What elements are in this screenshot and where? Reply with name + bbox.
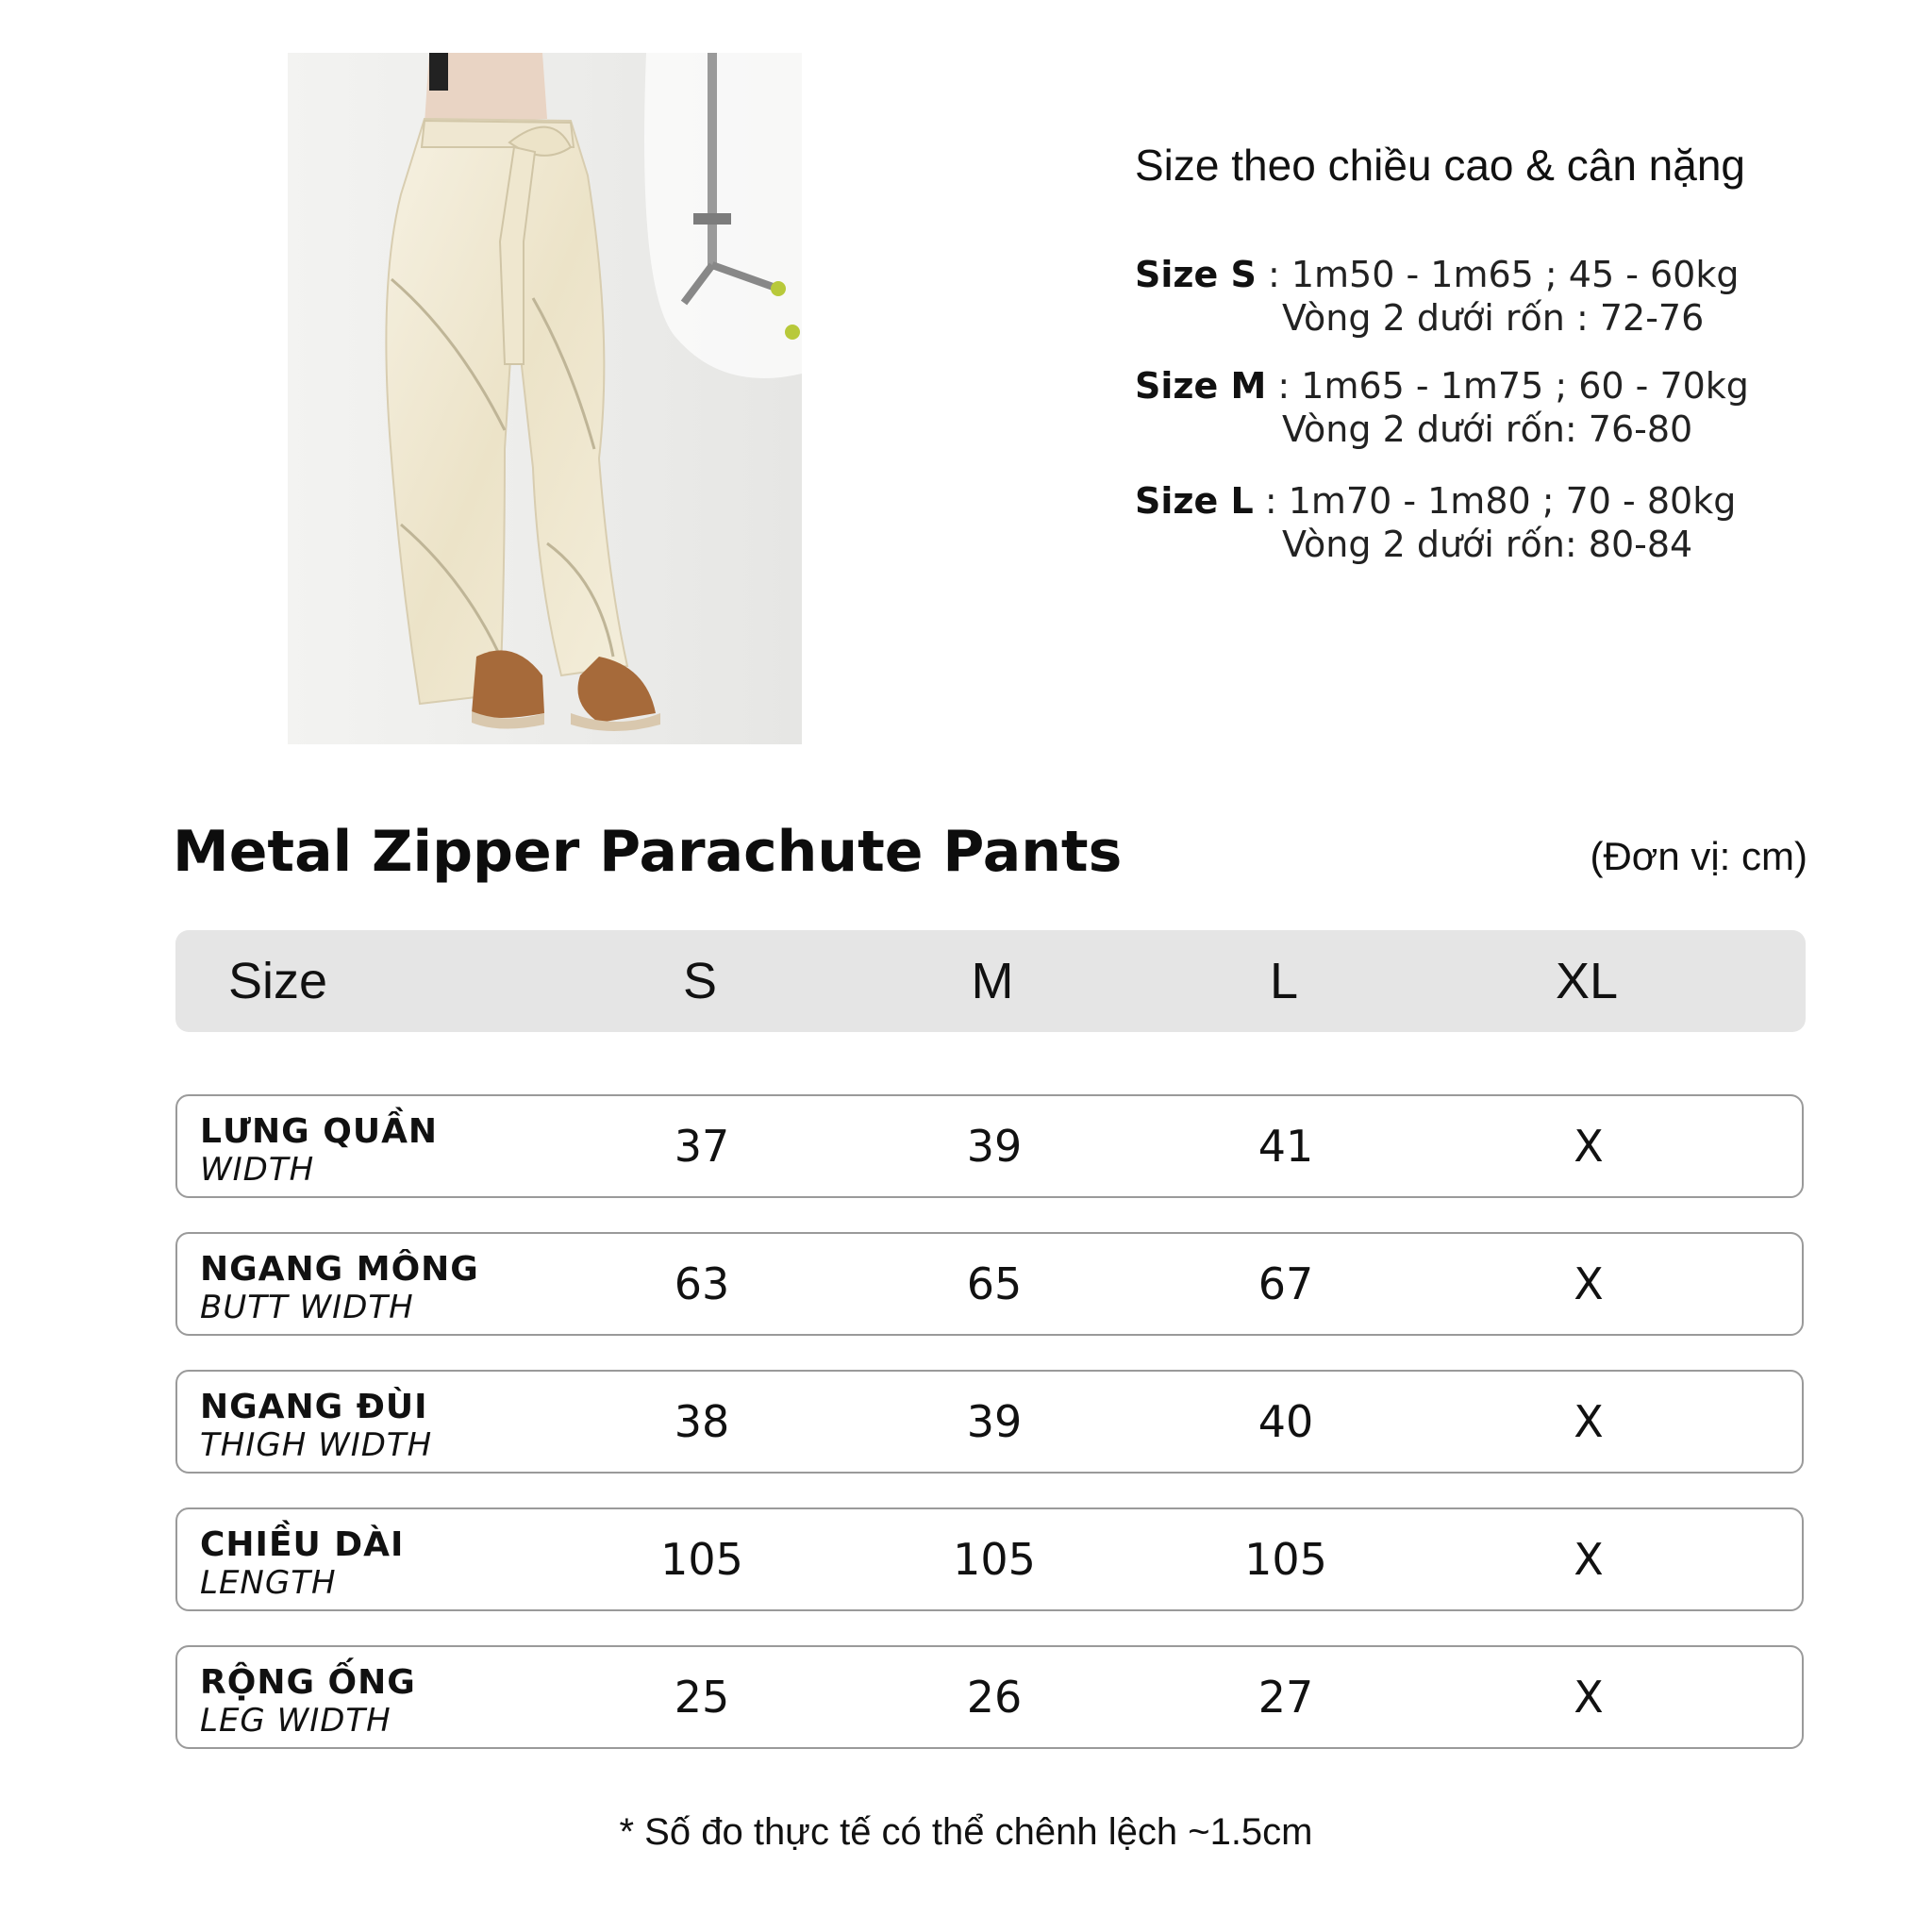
fit-guide-title: Size theo chiều cao & cân nặng (1135, 141, 1746, 190)
cell-s: 25 (674, 1672, 730, 1723)
cell-xl: X (1574, 1258, 1604, 1309)
cell-l: 40 (1257, 1396, 1314, 1447)
cell-l: 27 (1257, 1672, 1314, 1723)
table-row-leg-width (175, 1645, 1804, 1749)
table-row-width (175, 1094, 1804, 1198)
cell-m: 105 (953, 1534, 1036, 1585)
cell-s: 38 (674, 1396, 730, 1447)
measurement-footnote: * Số đo thực tế có thể chênh lệch ~1.5cm (619, 1811, 1313, 1853)
row-label-vn: NGANG ĐÙI (200, 1388, 428, 1426)
fit-size-label: Size L (1135, 480, 1254, 522)
pants-illustration-icon (288, 53, 802, 744)
fit-waist: Vòng 2 dưới rốn: 80-84 (1282, 524, 1693, 565)
row-label-en: WIDTH (200, 1151, 315, 1189)
row-label-en: LEG WIDTH (200, 1702, 391, 1740)
fit-waist: Vòng 2 dưới rốn : 72-76 (1282, 297, 1705, 339)
cell-m: 65 (966, 1258, 1023, 1309)
fit-height-weight: 1m50 - 1m65 ; 45 - 60kg (1291, 254, 1740, 295)
cell-m: 39 (966, 1396, 1023, 1447)
cell-m: 26 (966, 1672, 1023, 1723)
table-row-length (175, 1507, 1804, 1611)
table-row-thigh-width (175, 1370, 1804, 1474)
unit-note: (Đơn vị: cm) (1590, 834, 1807, 878)
row-label-en: BUTT WIDTH (200, 1289, 414, 1326)
cell-xl: X (1574, 1672, 1604, 1723)
product-title: Metal Zipper Parachute Pants (173, 819, 1123, 885)
row-label-vn: NGANG MÔNG (200, 1250, 479, 1289)
fit-size-label: Size M (1135, 365, 1267, 407)
cell-s: 105 (660, 1534, 743, 1585)
cell-l: 67 (1257, 1258, 1314, 1309)
row-label-en: LENGTH (200, 1564, 337, 1602)
row-label-en: THIGH WIDTH (200, 1426, 433, 1464)
cell-l: 41 (1257, 1121, 1314, 1172)
cell-xl: X (1574, 1121, 1604, 1172)
cell-xl: X (1574, 1534, 1604, 1585)
fit-size-s: Size S : 1m50 - 1m65 ; 45 - 60kg Vòng 2 dưới rốn : 72-76 (1135, 254, 1740, 339)
cell-s: 63 (674, 1258, 730, 1309)
size-table-header (175, 930, 1806, 1032)
header-col-s: S (682, 953, 718, 1009)
fit-size-label: Size S (1135, 254, 1257, 295)
product-photo (288, 53, 802, 744)
cell-m: 39 (966, 1121, 1023, 1172)
fit-size-m: Size M : 1m65 - 1m75 ; 60 - 70kg Vòng 2 dưới rốn: 76-80 (1135, 365, 1749, 450)
fit-size-l: Size L : 1m70 - 1m80 ; 70 - 80kg Vòng 2 dưới rốn: 80-84 (1135, 480, 1737, 565)
fit-height-weight: 1m65 - 1m75 ; 60 - 70kg (1301, 365, 1749, 407)
header-col-m: M (971, 953, 1014, 1009)
row-label-vn: CHIỀU DÀI (200, 1525, 405, 1564)
header-size-label: Size (228, 953, 328, 1009)
table-row-butt-width (175, 1232, 1804, 1336)
cell-s: 37 (674, 1121, 730, 1172)
cell-xl: X (1574, 1396, 1604, 1447)
fit-waist: Vòng 2 dưới rốn: 76-80 (1282, 408, 1693, 450)
row-label-vn: LƯNG QUẦN (200, 1112, 439, 1151)
header-col-xl: XL (1555, 953, 1619, 1009)
header-col-l: L (1269, 953, 1299, 1009)
cell-l: 105 (1244, 1534, 1327, 1585)
fit-height-weight: 1m70 - 1m80 ; 70 - 80kg (1288, 480, 1737, 522)
row-label-vn: RỘNG ỐNG (200, 1663, 416, 1702)
